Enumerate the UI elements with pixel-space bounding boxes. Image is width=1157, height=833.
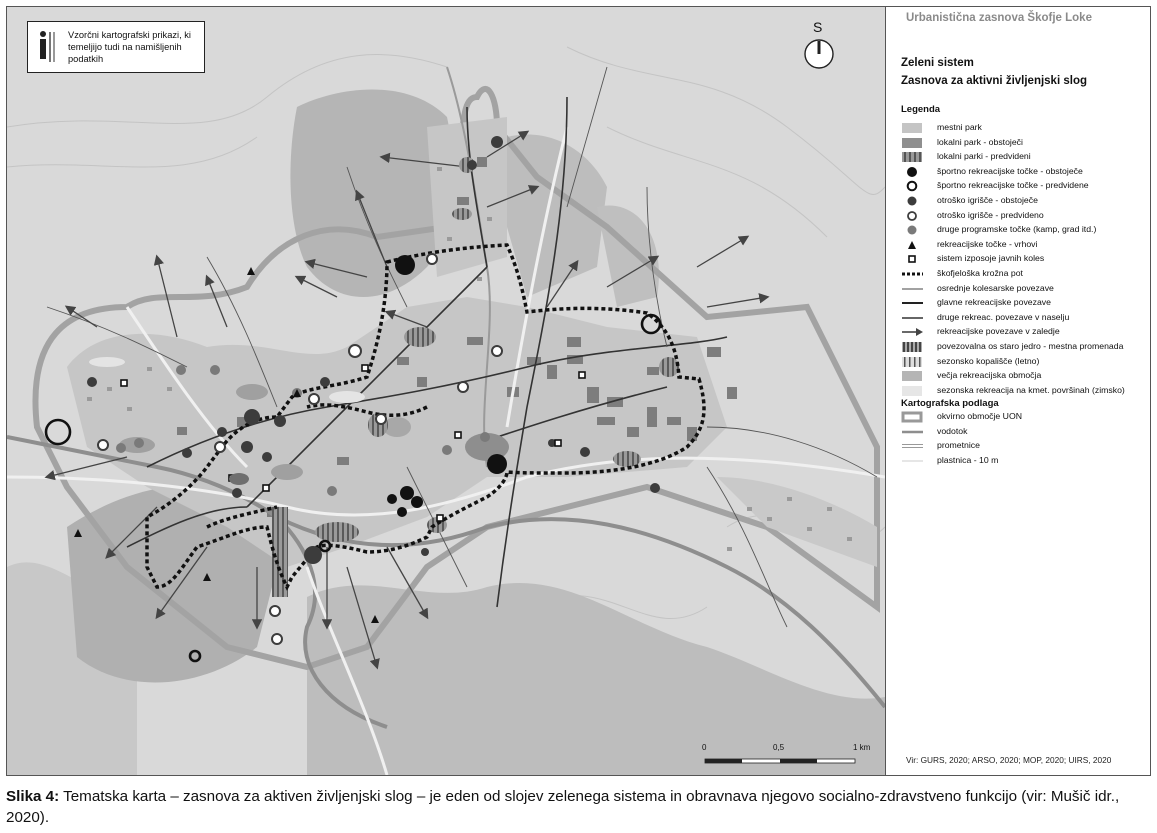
legend-label: osrednje kolesarske povezave [937,282,1054,293]
legend-item [901,325,1149,340]
line-medium-icon [901,312,929,324]
ring-black-icon [901,180,929,192]
legend-item [901,282,1149,297]
square-icon [901,253,929,265]
fill-soft-icon [901,370,929,382]
map-title: Zeleni sistem [901,57,974,69]
map-credits: Vir: GURS, 2020; ARSO, 2020; MOP, 2020; UIRS, 2020 [906,755,1112,765]
legend-label: škofjeloška krožna pot [937,267,1023,278]
legend-label: vodotok [937,425,968,436]
line-thin-icon [901,283,929,295]
legend-label: športno rekreacijske točke - obstoječe [937,165,1083,176]
north-arrow [801,19,837,73]
legend-label: večja rekreacijska območja [937,370,1042,381]
legend-label: otroško igrišče - obstoječe [937,194,1038,205]
caption-text: Tematska karta – zasnova za aktiven življenjski slog – je eden od slojev zelenega sistema in obravnava njegovo socialno-zdravstveno funkcijo (vir: Mušič idr., 2020). [6,788,1120,826]
sample-notice [27,21,205,73]
legend-item [901,121,1149,136]
legend-label: glavne rekreacijske povezave [937,297,1051,308]
dot-black-icon [901,166,929,178]
fill-light-icon [901,122,929,134]
ring-dark-icon [901,210,929,222]
uirs-logo [36,30,58,64]
legend-label: lokalni parki - predvideni [937,151,1031,162]
map-subtitle: Zasnova za aktivni življenjski slog [901,75,1087,87]
legend-panel [885,7,1150,775]
scale-label-km: 1 km [853,743,871,752]
legend-label: otroško igrišče - predvideno [937,209,1044,220]
figure-frame [6,6,1151,776]
legend-item [901,194,1149,209]
scale-label-0: 0 [702,743,707,752]
north-arrow-icon [801,36,837,72]
scale-bar-graphic [699,753,879,771]
legend-item [901,355,1149,370]
base-list [901,410,1149,468]
arrow-icon [901,326,929,338]
hatch-sparse-icon [901,356,929,368]
legend-item [901,223,1149,238]
legend-item [901,384,1149,399]
legend-list [901,121,1149,398]
water-icon [901,426,929,438]
legend-label: športno rekreacijske točke - predvidene [937,180,1089,191]
dotted-loop-icon [901,268,929,280]
triangle-icon [901,239,929,251]
legend-label: sezonsko kopališče (letno) [937,355,1040,366]
legend-label: rekreacijske točke - vrhovi [937,238,1038,249]
legend-label: sistem izposoje javnih koles [937,253,1045,264]
legend-item [901,150,1149,165]
legend-item [901,136,1149,151]
legend-item [901,179,1149,194]
legend-item [901,238,1149,253]
legend-item [901,369,1149,384]
legend-label: rekreacijske povezave v zaledje [937,326,1060,337]
map-canvas [7,7,885,775]
fill-pale-icon [901,385,929,397]
legend-label: okvirno območje UON [937,411,1022,421]
notice-text: Vzorčni kartografski prikazi, ki temeljijo tudi na namišljenih podatkih [68,30,191,64]
legend-label: sezonska rekreacija na kmet. površinah (zimsko) [937,384,1125,395]
project-title: Urbanistična zasnova Škofje Loke [906,12,1092,24]
legend-label: lokalni park - obstoječi [937,136,1023,147]
legend-label: plastnica - 10 m [937,454,999,465]
legend-item [901,267,1149,282]
old-town [229,473,249,485]
figure-caption [6,786,1154,828]
legend-label: druge rekreac. povezave v naselju [937,311,1070,322]
legend-item [901,454,1149,469]
scale-label-half: 0,5 [773,743,785,752]
legend-item [901,425,1149,440]
legend-label: mestni park [937,122,982,132]
dot-dark-icon [901,195,929,207]
dot-grey-icon [901,224,929,236]
legend-item [901,209,1149,224]
legend-heading: Legenda [901,104,941,115]
legend-item [901,311,1149,326]
contour-icon [901,455,929,467]
legend-label: druge programske točke (kamp, grad itd.) [937,224,1097,235]
fill-mid-icon [901,137,929,149]
scale-bar [699,743,879,773]
legend-item [901,439,1149,454]
hatch-dense-icon [901,341,929,353]
legend-item [901,296,1149,311]
road-icon [901,440,929,452]
base-heading: Kartografska podlaga [901,398,999,409]
legend-item [901,340,1149,355]
fill-hatched-icon [901,151,929,163]
legend-label: povezovalna os staro jedro - mestna promenada [937,340,1124,351]
legend-item [901,165,1149,180]
line-thick-icon [901,297,929,309]
outline-uon-icon [901,411,929,423]
legend-item [901,252,1149,267]
caption-label: Slika 4: [6,788,60,805]
promenade-axis [272,507,288,597]
thematic-map[interactable] [7,7,885,775]
north-label: S [813,19,823,35]
legend-label: prometnice [937,440,980,451]
legend-item [901,410,1149,425]
